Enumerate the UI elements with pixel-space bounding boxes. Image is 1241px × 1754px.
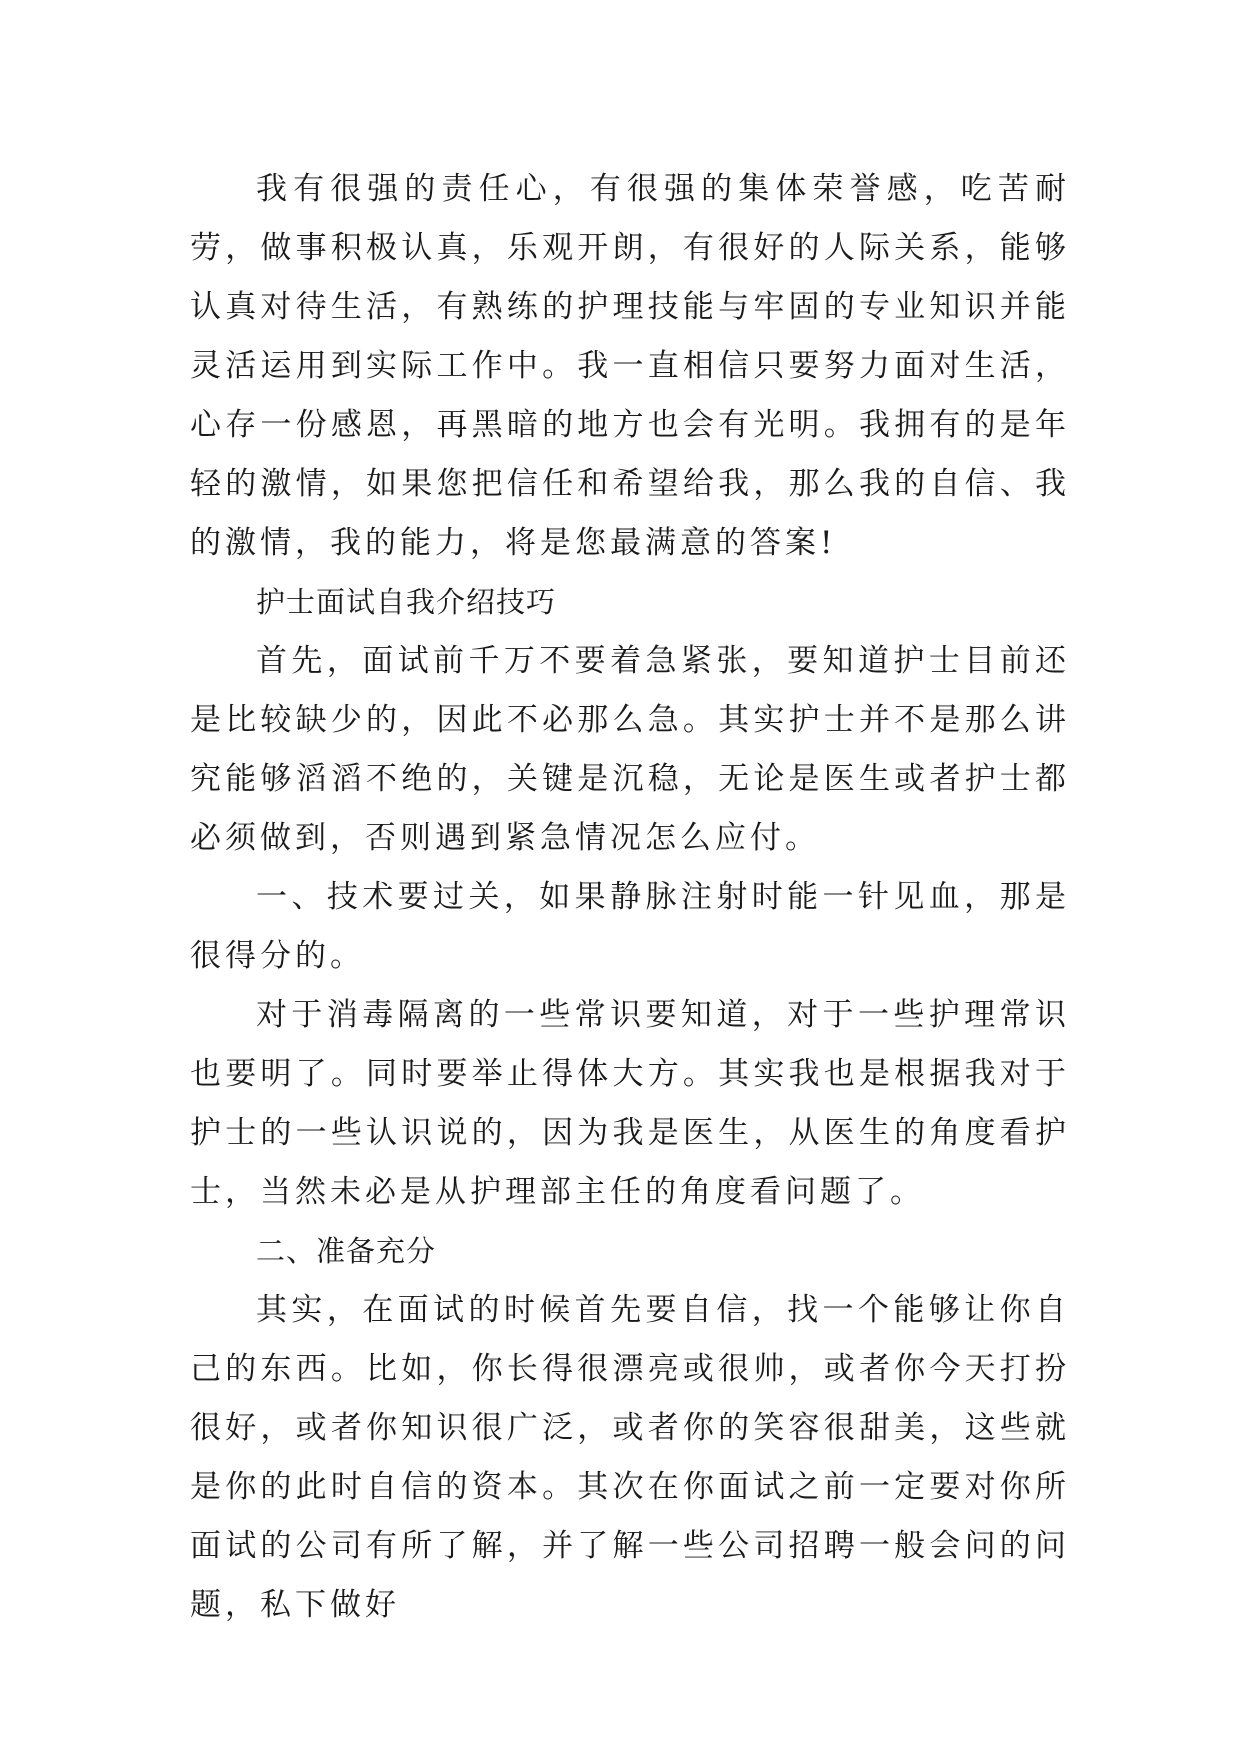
- paragraph-stay-calm: 首先，面试前千万不要着急紧张，要知道护士目前还是比较缺少的，因此不必那么急。其实护士并不是那么讲究能够滔滔不绝的，关键是沉稳，无论是医生或者护士都必须做到，否则遇到紧急情况怎么应付。: [190, 643, 1070, 856]
- paragraph-common-knowledge: 对于消毒隔离的一些常识要知道，对于一些护理常识也要明了。同时要举止得体大方。其实我也是根据我对于护士的一些认识说的，因为我是医生，从医生的角度看护士，当然未必是从护理部主任的角度看问题了。: [190, 997, 1070, 1210]
- paragraph-self-evaluation: 我有很强的责任心，有很强的集体荣誉感，吃苦耐劳，做事积极认真，乐观开朗，有很好的人际关系，能够认真对待生活，有熟练的护理技能与牢固的专业知识并能灵活运用到实际工作中。我一直相信只要努力面对生活，心存一份感恩，再黑暗的地方也会有光明。我拥有的是年轻的激情，如果您把信任和希望给我，那么我的自信、我的激情，我的能力，将是您最满意的答案!: [190, 171, 1070, 561]
- section-heading-preparation: 二、准备充分: [256, 1234, 437, 1268]
- document-body: [190, 160, 1070, 1635]
- paragraph-confidence: 其实，在面试的时候首先要自信，找一个能够让你自己的东西。比如，你长得很漂亮或很帅，或者你今天打扮很好，或者你知识很广泛，或者你的笑容很甜美，这些就是你的此时自信的资本。其次在你面试之前一定要对你所面试的公司有所了解，并了解一些公司招聘一般会问的问题，私下做好: [190, 1292, 1070, 1623]
- paragraph-technique: 一、技术要过关，如果静脉注射时能一针见血，那是很得分的。: [190, 879, 1070, 974]
- section-heading-interview-tips: 护士面试自我介绍技巧: [256, 585, 557, 619]
